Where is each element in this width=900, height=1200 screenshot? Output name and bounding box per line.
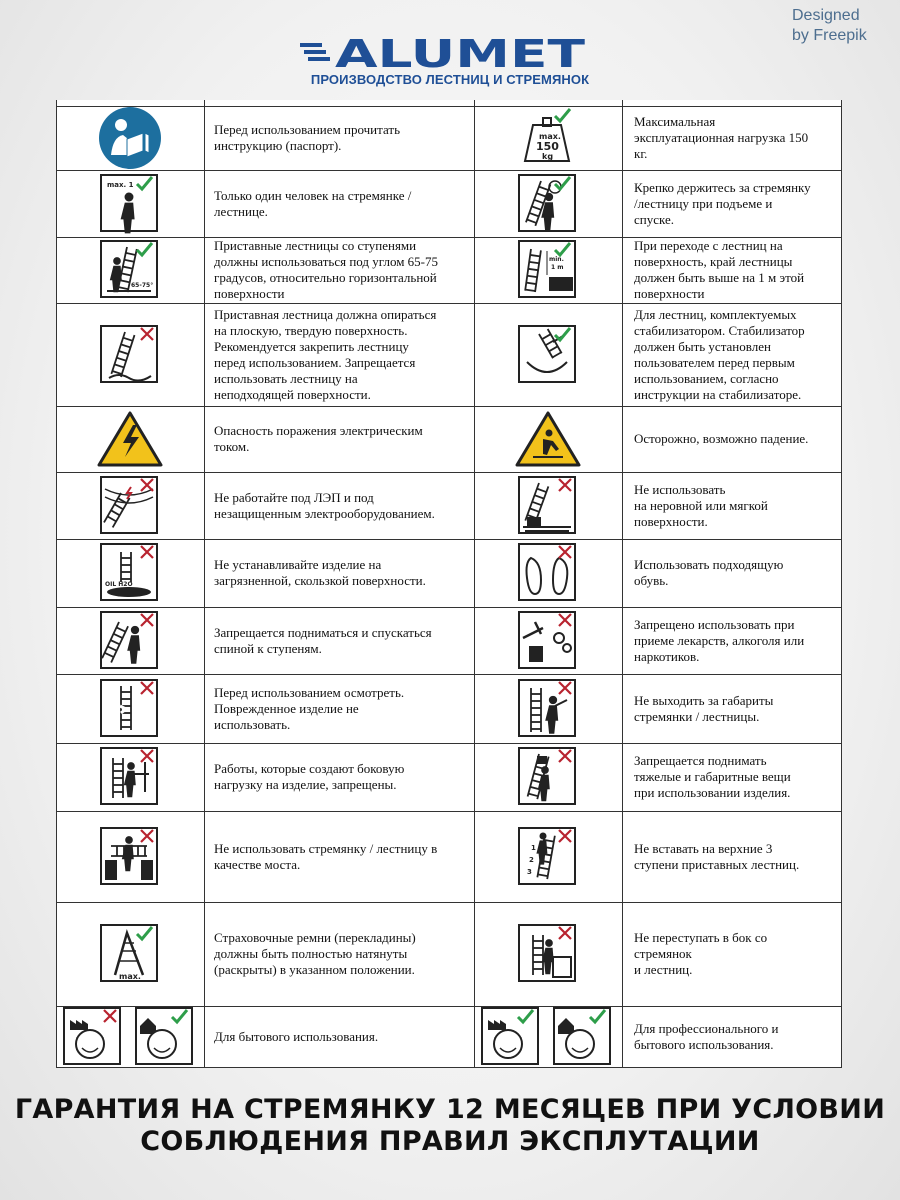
top-steps-icon bbox=[474, 811, 622, 902]
back-to-steps-icon bbox=[56, 607, 204, 674]
heavy-load-icon bbox=[474, 743, 622, 811]
right-rule-text bbox=[634, 674, 838, 743]
brand-name: ALUMET bbox=[335, 34, 586, 70]
watermark bbox=[792, 6, 882, 46]
rule-text: Использовать подходящую обувь. bbox=[634, 557, 784, 588]
rule-text: Не вставать на верхние 3 ступени приставных лестниц. bbox=[634, 840, 800, 872]
left-rule-text bbox=[214, 539, 468, 607]
no-drugs-alcohol-icon bbox=[474, 607, 622, 674]
rule-text: Перед использованием осмотреть. Поврежденное изделие не использовать. bbox=[214, 684, 405, 732]
svg-text:max.: max. bbox=[539, 132, 561, 141]
footwear-icon bbox=[474, 539, 622, 607]
left-rule-text bbox=[214, 743, 468, 811]
rule-text: Запрещено использовать при приеме лекарств, алкоголя или наркотиков. bbox=[634, 616, 805, 664]
rule-text: Не использовать на неровной или мягкой поверхности. bbox=[634, 481, 768, 529]
left-rule-text bbox=[214, 106, 468, 170]
rule-text: Опасность поражения электрическим током. bbox=[214, 423, 423, 454]
ladder-bridge-icon bbox=[56, 811, 204, 902]
right-rule-text bbox=[634, 472, 838, 539]
right-rule-text bbox=[634, 1006, 838, 1068]
brand-logo bbox=[300, 34, 600, 70]
right-rule-text bbox=[634, 539, 838, 607]
svg-text:OIL H2O: OIL H2O bbox=[105, 581, 133, 588]
professional-household-use-icon bbox=[474, 1006, 622, 1068]
rule-text: Для профессионального и бытового использования. bbox=[634, 1021, 779, 1052]
rule-text: Максимальная эксплуатационная нагрузка 150 кг. bbox=[634, 114, 809, 161]
right-rule-text bbox=[634, 743, 838, 811]
right-rule-text bbox=[634, 607, 838, 674]
left-rule-text bbox=[214, 1006, 468, 1068]
warranty-line-1: ГАРАНТИЯ НА СТРЕМЯНКУ 12 МЕСЯЦЕВ ПРИ УСЛОВИИ bbox=[14, 1094, 886, 1125]
ladder-extension-icon bbox=[474, 237, 622, 303]
left-rule-text bbox=[214, 170, 468, 237]
right-rule-text bbox=[634, 406, 838, 472]
oil-slippery-icon bbox=[56, 539, 204, 607]
left-rule-text bbox=[214, 607, 468, 674]
rule-text: Для бытового использования. bbox=[214, 1029, 379, 1044]
left-rule-text bbox=[214, 472, 468, 539]
rule-text: Крепко держитесь за стремянку /лестницу при подъеме и спуске. bbox=[634, 179, 811, 227]
rule-text: Не работайте под ЛЭП и под незащищенным электрооборудованием. bbox=[214, 489, 435, 521]
rule-text: Не переступать в бок со стремянок и лестниц. bbox=[634, 930, 768, 977]
rule-text: Для лестниц, комплектуемых стабилизатором. Стабилизатор должен быть установлен пользователем перед первым использованием, согласно инструкции на стабилизаторе. bbox=[634, 306, 805, 402]
brand-header bbox=[300, 34, 600, 87]
svg-text:max. 1: max. 1 bbox=[107, 180, 134, 189]
side-step-icon bbox=[474, 902, 622, 1006]
watermark-line-2: by Freepik bbox=[792, 27, 867, 44]
left-rule-text bbox=[214, 237, 468, 303]
rule-text: Осторожно, возможно падение. bbox=[634, 431, 809, 446]
rule-text: Запрещается поднимать тяжелые и габаритные вещи при использовании изделия. bbox=[634, 753, 791, 800]
left-rule-text bbox=[214, 303, 468, 406]
rule-text: Не устанавливайте изделие на загрязненной, скользкой поверхности. bbox=[214, 557, 426, 588]
damaged-ladder-icon bbox=[56, 674, 204, 743]
right-rule-text bbox=[634, 811, 838, 902]
right-rule-text bbox=[634, 170, 838, 237]
right-rule-text bbox=[634, 303, 838, 406]
left-rule-text bbox=[214, 674, 468, 743]
power-line-icon bbox=[56, 472, 204, 539]
rule-text: Приставные лестницы со ступенями должны использоваться под углом 65-75 градусов, относительно горизонтальной поверхности bbox=[214, 238, 439, 301]
side-load-icon bbox=[56, 743, 204, 811]
rule-text: Приставная лестница должна опираться на плоскую, твердую поверхность. Рекомендуется закрепить лестницу перед использованием. Запрещается использовать лестницу на неподходящей поверхности. bbox=[214, 306, 437, 402]
ladder-angle-icon bbox=[56, 237, 204, 303]
hold-firmly-icon bbox=[474, 170, 622, 237]
svg-text:65-75°: 65-75° bbox=[131, 282, 154, 289]
straps-tensioned-icon bbox=[56, 902, 204, 1006]
rule-text: Только один человек на стремянке / лестнице. bbox=[214, 187, 412, 219]
warranty-line-2: СОБЛЮДЕНИЯ ПРАВИЛ ЭКСПЛУТАЦИИ bbox=[140, 1126, 760, 1157]
watermark-line-1: Designed bbox=[792, 7, 860, 24]
rule-text: При переходе с лестниц на поверхность, край лестницы должен быть выше на 1 м этой поверхности bbox=[634, 238, 805, 301]
household-use-icon bbox=[56, 1006, 204, 1068]
rule-text: Перед использованием прочитать инструкцию (паспорт). bbox=[214, 122, 401, 153]
rule-text: Не использовать стремянку / лестницу в качестве моста. bbox=[214, 840, 438, 872]
rule-text: Страховочные ремни (перекладины) должны быть полностью натянуты (раскрыты) в указанном положении. bbox=[214, 930, 416, 977]
right-rule-text bbox=[634, 106, 838, 170]
one-person-icon bbox=[56, 170, 204, 237]
svg-text:150: 150 bbox=[536, 140, 559, 153]
right-rule-text bbox=[634, 237, 838, 303]
svg-text:2: 2 bbox=[529, 855, 534, 864]
ladder-uneven-surface-icon bbox=[56, 303, 204, 406]
svg-text:1 m: 1 m bbox=[551, 264, 564, 271]
overreach-icon bbox=[474, 674, 622, 743]
left-rule-text bbox=[214, 811, 468, 902]
svg-text:3: 3 bbox=[527, 867, 532, 876]
right-rule-text bbox=[634, 902, 838, 1006]
stabilizer-icon bbox=[474, 303, 622, 406]
warranty-footer bbox=[0, 1094, 900, 1158]
svg-text:1: 1 bbox=[531, 843, 536, 852]
rule-text: Не выходить за габариты стремянки / лестницы. bbox=[634, 692, 774, 724]
read-manual-icon bbox=[56, 106, 204, 170]
brand-tagline: ПРОИЗВОДСТВО ЛЕСТНИЦ И СТРЕМЯНОК bbox=[310, 72, 590, 87]
soft-ground-icon bbox=[474, 472, 622, 539]
fall-hazard-icon bbox=[474, 406, 622, 472]
svg-text:max.: max. bbox=[119, 972, 141, 981]
electric-hazard-icon bbox=[56, 406, 204, 472]
rule-text: Работы, которые создают боковую нагрузку на изделие, запрещены. bbox=[214, 761, 405, 792]
rule-text: Запрещается подниматься и спускаться спиной к ступеням. bbox=[214, 624, 432, 656]
svg-text:min.: min. bbox=[549, 256, 564, 263]
left-rule-text bbox=[214, 902, 468, 1006]
max-load-icon bbox=[474, 106, 622, 170]
svg-text:kg: kg bbox=[542, 152, 554, 161]
safety-rules-sheet bbox=[56, 100, 842, 1068]
left-rule-text bbox=[214, 406, 468, 472]
